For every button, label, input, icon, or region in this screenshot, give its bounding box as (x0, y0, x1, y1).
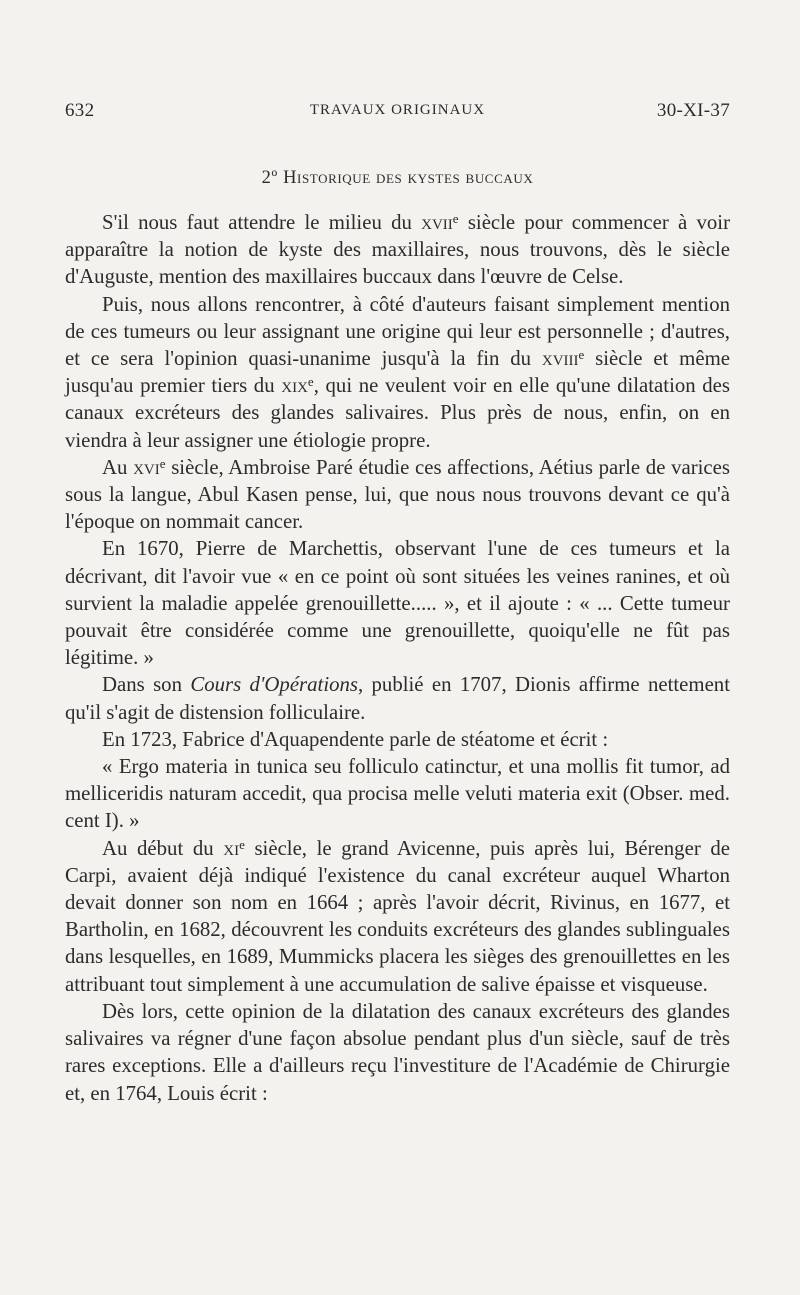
superscript: e (239, 836, 245, 852)
issue-date: 30-XI-37 (656, 100, 730, 121)
century-numeral: xviii (541, 347, 579, 371)
book-title: Cours d'Opérations (190, 673, 358, 697)
paragraph: Dans son Cours d'Opérations, publié en 1707, Dionis affirme nettement qu'il s'agit de distension folliculaire. (65, 673, 730, 724)
century-numeral: xix (281, 374, 308, 398)
body-text (65, 209, 730, 1107)
running-head (65, 100, 730, 130)
paragraph: En 1670, Pierre de Marchettis, observant l'une de ces tumeurs et la décrivant, dit l'avoir vue « en ce point où sont situées les veines ranines, et où survient la maladie appelée grenouillette..... », et il ajoute : « ... Cette tumeur pouvait être considérée comme une grenouillette, quoiqu'elle ne fût pas légitime. » (65, 537, 730, 670)
page-number: 632 (65, 100, 95, 121)
paragraph: S'il nous faut attendre le milieu du xvii$^e$ siècle pour commencer à voir apparaître la notion de kyste des maxillaires, nous trouvons, dès le siècle d'Auguste, mention des maxillaires buccaux dans l'œuvre de Celse. (65, 211, 730, 289)
paragraph: Dès lors, cette opinion de la dilatation des canaux excréteurs des glandes salivaires va régner d'une façon absolue pendant plus d'un siècle, sauf de très rares exceptions. Elle a d'ailleurs reçu l'investiture de l'Académie de Chirurgie et, en 1764, Louis écrit : (65, 999, 730, 1105)
running-title: TRAVAUX ORIGINAUX (309, 102, 486, 118)
paragraph: Au xvi$^e$ siècle, Ambroise Paré étudie ces affections, Aétius parle de varices sous la langue, Abul Kasen pense, lui, que nous nous trouvons devant ce qu'à l'époque on nommait cancer. (65, 455, 730, 534)
paragraph: Au début du $xi^e$ siècle, le grand Avicenne, puis après lui, Bérenger de Carpi, avaient déjà indiqué l'existence du canal excréteur auquel Wharton devait donner son nom en 1664 ; après l'avoir décrit, Rivinus, en 1677, et Bartholin, en 1682, découvrent les conduits excréteurs des glandes sublinguales dans lesquelles, en 1689, Mummicks placera les sièges des grenouillettes en les attribuant tout simplement à une accumulation de salive épaisse et visqueuse. (65, 836, 730, 996)
paragraph: En 1723, Fabrice d'Aquapendente parle de stéatome et écrit : (102, 727, 609, 751)
century-numeral: xi (223, 836, 240, 860)
section-heading: 2º Historique des kystes buccaux (261, 168, 534, 188)
superscript: e (159, 455, 166, 471)
superscript: e (452, 211, 459, 226)
century-numeral: xvi (133, 455, 160, 479)
superscript: e (578, 347, 585, 363)
century-numeral: xvii (421, 211, 453, 234)
paragraph: Puis, nous allons rencontrer, à côté d'auteurs faisant simplement mention de ces tumeurs ou leur assignant une origine qui leur est personnelle ; d'autres, et ce sera l'opinion quasi-unanime jusqu'à la fin du xviii$^e$ siècle et même jusqu'au premier tiers du xix$^e$, qui ne veulent voir en elle qu'une dilatation des canaux excréteurs des glandes salivaires. Plus près de nous, enfin, on en viendra à leur assigner une étiologie propre. (65, 292, 730, 452)
latin-quote: « Ergo materia in tunica seu folliculo catinctur, et una mollis fit tumor, ad melliceridis naturam accedit, qua procisa melle veluti materia exit (Obser. med. cent I). » (65, 755, 730, 833)
superscript: e (307, 374, 314, 390)
